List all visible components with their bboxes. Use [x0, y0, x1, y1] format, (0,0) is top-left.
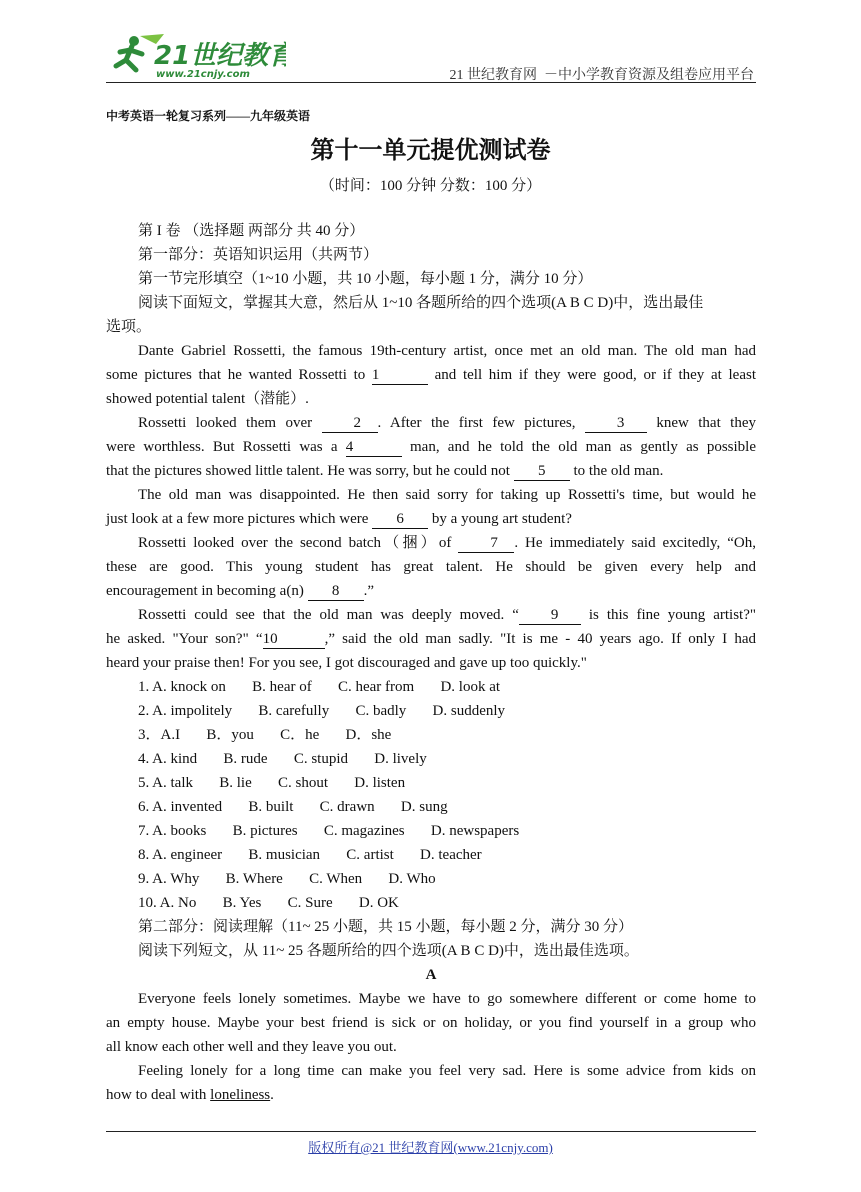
passage-line: Rossetti could see that the old man was deeply moved. “ 9 is this fine young artist?"	[138, 607, 756, 623]
cloze-instruction-cont: 选项。	[106, 319, 152, 335]
question-options: 4. A. kind B. rude C. stupid D. lively	[138, 751, 427, 767]
series-label: 中考英语一轮复习系列——九年级英语	[106, 109, 311, 123]
page-header	[106, 30, 756, 85]
question-options: 2. A. impolitely B. carefully C. badly D. suddenly	[138, 703, 506, 719]
passage-line: some pictures that he wanted Rossetti to 1 and tell him if they were good, or if they at least	[106, 367, 756, 383]
passage-line: Dante Gabriel Rossetti, the famous 19th-century artist, once met an old man. The old man had	[138, 343, 756, 359]
passage-line: that the pictures showed little talent. He was sorry, but he could not 5 to the old man.	[106, 463, 664, 479]
question-options: 9. A. Why B. Where C. When D. Who	[138, 871, 436, 887]
passage-line: Everyone feels lonely sometimes. Maybe we have to go somewhere different or come home to	[138, 991, 756, 1007]
site-logo	[106, 30, 286, 82]
passage-line: Feeling lonely for a long time can make you feel very sad. Here is some advice from kids on	[138, 1063, 756, 1079]
footer-divider	[106, 1131, 756, 1132]
exam-info: （时间：100 分钟 分数：100 分）	[319, 178, 542, 194]
passage-line: Rossetti looked over the second batch（捆）of 7 . He immediately said excitedly, “Oh,	[138, 535, 756, 551]
passage-line: heard your praise then! For you see, I got discouraged and gave up too quickly."	[106, 655, 587, 671]
cloze-instruction: 阅读下面短文，掌握其大意，然后从 1~10 各题所给的四个选项(A B C D)中，选出最佳	[138, 295, 704, 311]
question-options: 5. A. talk B. lie C. shout D. listen	[138, 775, 406, 791]
reading-instruction: 阅读下列短文，从 11~ 25 各题所给的四个选项(A B C D)中，选出最佳选项。	[138, 943, 639, 959]
reading-header: 第二部分：阅读理解（11~ 25 小题，共 15 小题，每小题 2 分，满分 30 分）	[138, 919, 634, 935]
site-slogan: 21 世纪教育网 －中小学教育资源及组卷应用平台	[449, 68, 754, 83]
blank-1: 1	[372, 367, 428, 385]
svg-text:www.21cnjy.com: www.21cnjy.com	[156, 69, 250, 80]
passage-line: The old man was disappointed. He then said sorry for taking up Rossetti's time, but would he	[138, 487, 756, 503]
blank-4: 4	[346, 439, 402, 457]
passage-line: he asked. "Your son?" “10 ,” said the old man sadly. "It is me - 40 years ago. If only I had	[106, 631, 756, 647]
passage-line: how to deal with loneliness.	[106, 1087, 274, 1103]
blank-2: 2	[322, 415, 378, 433]
part1-header: 第 I 卷 （选择题 两部分 共 40 分）	[138, 223, 365, 239]
exam-content	[106, 219, 756, 1107]
question-options: 10. A. No B. Yes C. Sure D. OK	[138, 895, 399, 911]
question-options: 8. A. engineer B. musician C. artist D. teacher	[138, 847, 482, 863]
passage-line: showed potential talent（潜能）.	[106, 391, 309, 407]
blank-8: 8	[308, 583, 364, 601]
blank-3: 3	[585, 415, 647, 433]
svg-text:21世纪教育: 21世纪教育	[154, 41, 286, 71]
copyright-link[interactable]: 版权所有@21 世纪教育网(www.21cnjy.com)	[308, 1140, 553, 1155]
blank-7: 7	[458, 535, 514, 553]
underlined-word: loneliness	[210, 1087, 271, 1103]
header-divider	[106, 82, 756, 83]
passage-line: Rossetti looked them over 2 . After the first few pictures, 3 knew that they	[138, 415, 757, 431]
blank-10: 10	[263, 631, 325, 649]
passage-line: were worthless. But Rossetti was a 4 man, and he told the old man as gently as possible	[106, 439, 756, 455]
passage-line: all know each other well and they leave you out.	[106, 1039, 397, 1055]
cloze-header: 第一节完形填空（1~10 小题，共 10 小题，每小题 1 分，满分 10 分）	[138, 271, 593, 287]
blank-9: 9	[519, 607, 581, 625]
question-options: 7. A. books B. pictures C. magazines D. newspapers	[138, 823, 520, 839]
question-options: 3．A.I B．you C．he D．she	[138, 727, 392, 743]
question-options: 6. A. invented B. built C. drawn D. sung	[138, 799, 448, 815]
passage-line: encouragement in becoming a(n) 8 .”	[106, 583, 375, 599]
section-label: A	[425, 967, 437, 983]
passage-line: just look at a few more pictures which were 6 by a young art student?	[106, 511, 572, 527]
page-title: 第十一单元提优测试卷	[310, 135, 551, 164]
blank-5: 5	[514, 463, 570, 481]
passage-line: an empty house. Maybe your best friend is sick or on holiday, or you find yourself in a group who	[106, 1015, 756, 1031]
question-options: 1. A. knock on B. hear of C. hear from D. look at	[138, 679, 501, 695]
passage-line: these are good. This young student has great talent. He should be given every help and	[106, 559, 756, 575]
runner-logo-icon	[106, 30, 286, 82]
blank-6: 6	[372, 511, 428, 529]
part1-subheader: 第一部分：英语知识运用（共两节）	[138, 247, 379, 263]
